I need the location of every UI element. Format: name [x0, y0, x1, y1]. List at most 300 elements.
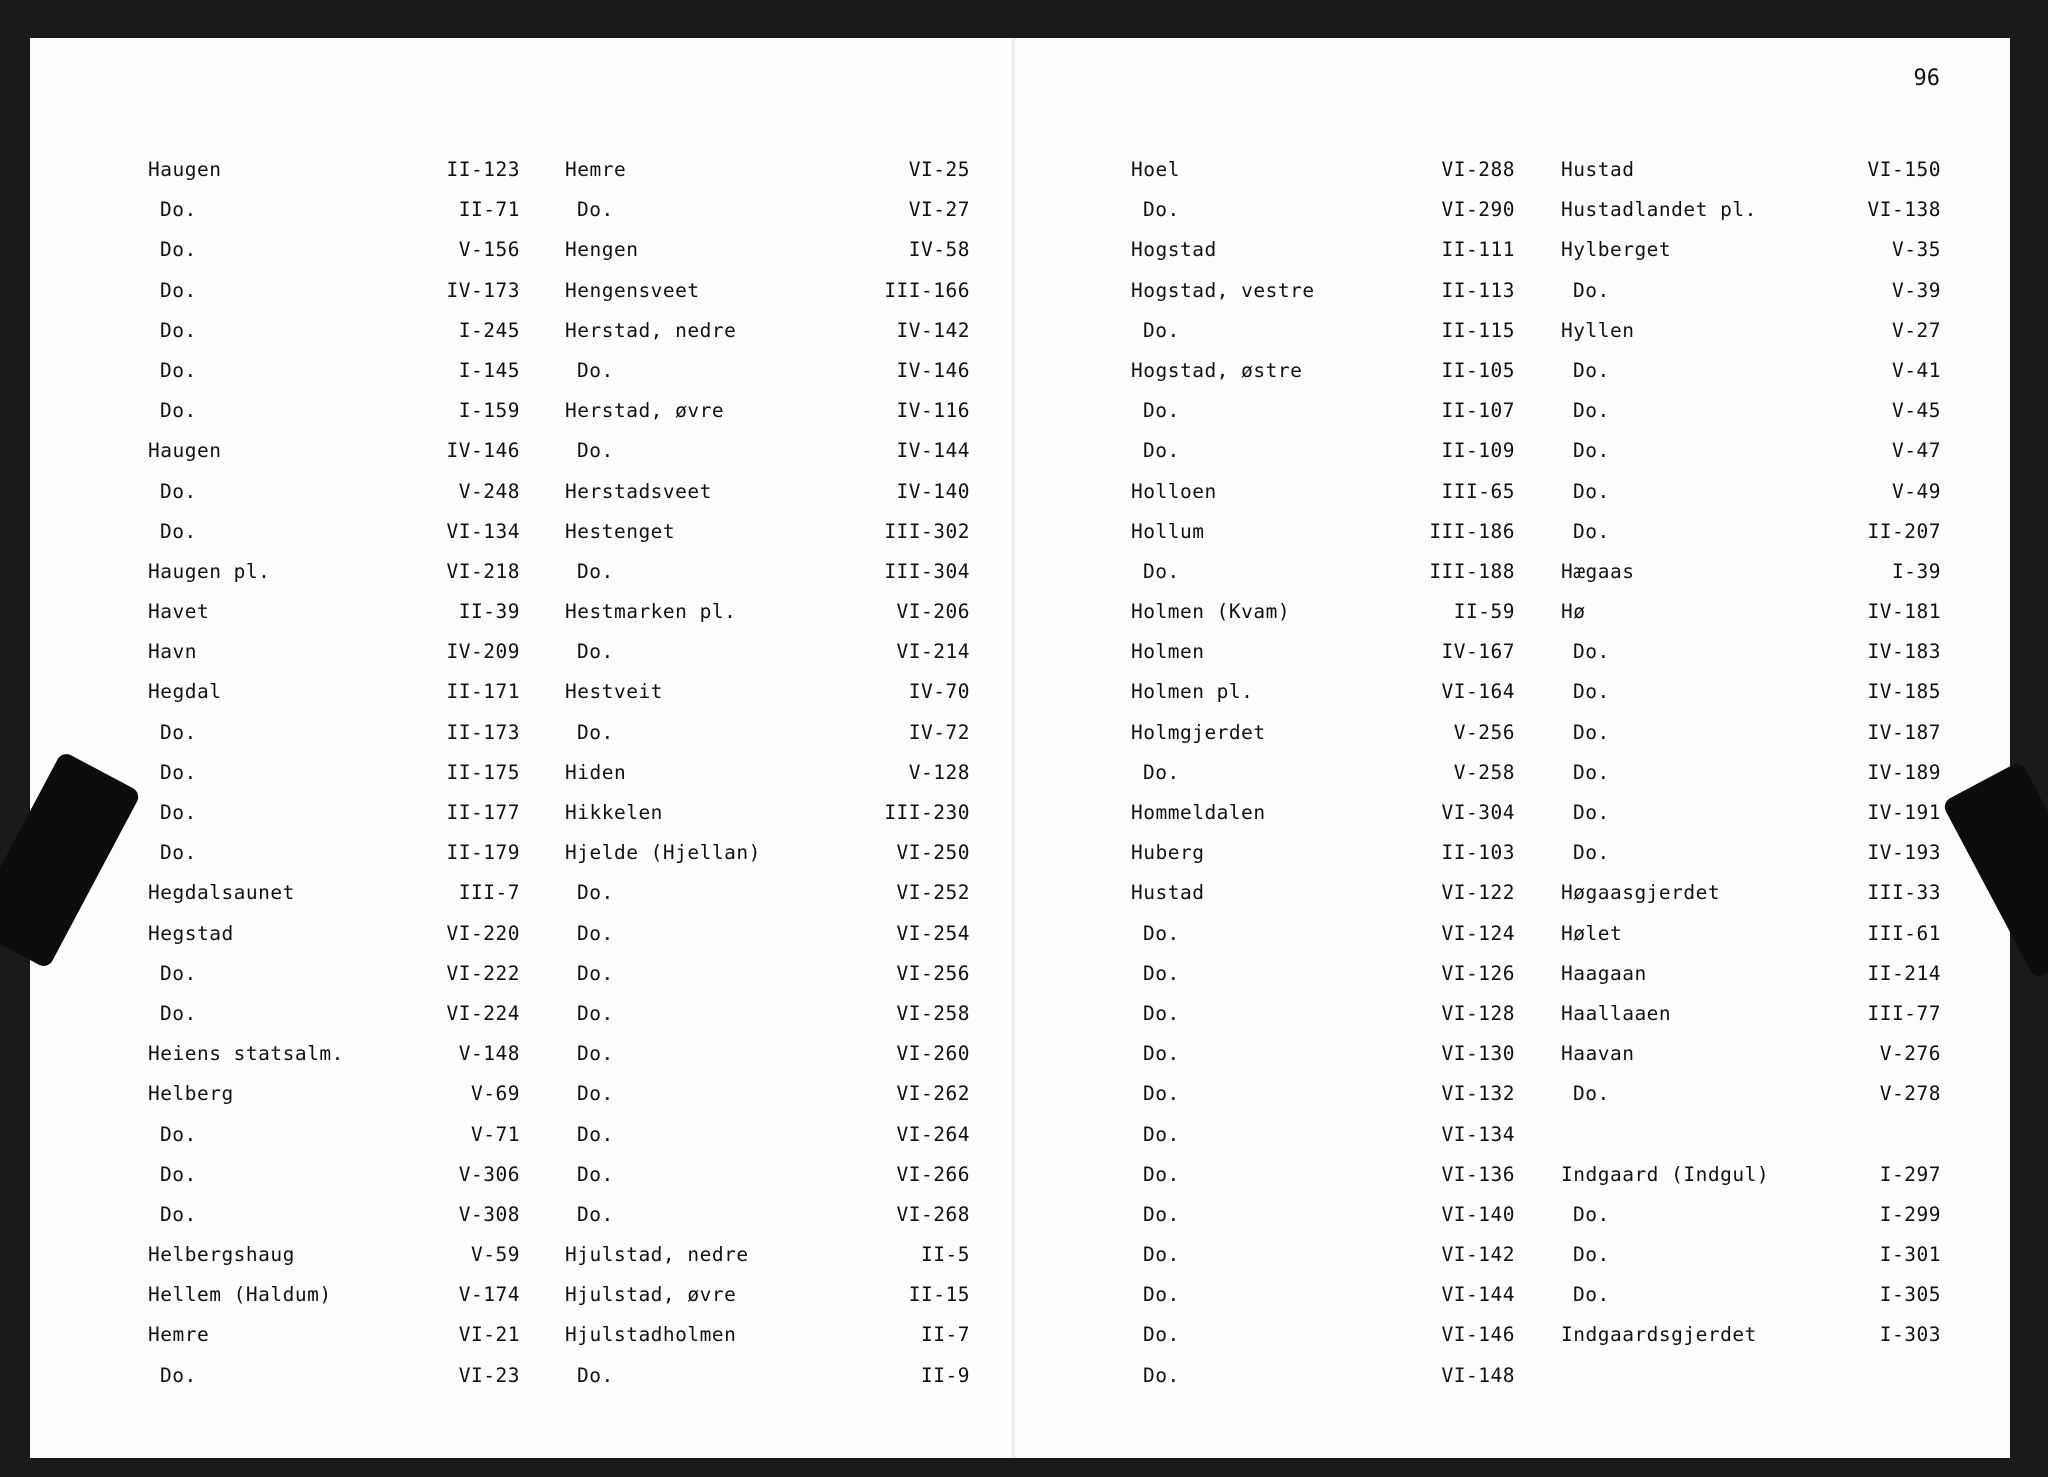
place-name: Hyllen	[1561, 318, 1635, 342]
volume-page-reference: V-276	[1879, 1042, 1941, 1066]
place-name: Do.	[160, 1202, 197, 1226]
index-entry	[1561, 1323, 1941, 1363]
place-name: Do.	[577, 1042, 614, 1066]
volume-page-reference: II-5	[921, 1243, 970, 1267]
place-name: Do.	[1143, 1122, 1180, 1146]
place-name: Do.	[1143, 1363, 1180, 1387]
volume-page-reference: VI-256	[896, 961, 970, 985]
index-entry	[1131, 560, 1515, 600]
page-number: 96	[1913, 66, 1940, 91]
place-name: Do.	[577, 1001, 614, 1025]
place-name: Høgaasgjerdet	[1561, 881, 1721, 905]
index-entry	[1561, 1163, 1941, 1203]
place-name: Hølet	[1561, 921, 1623, 945]
place-name: Do.	[1143, 1001, 1180, 1025]
volume-page-reference: II-214	[1867, 961, 1941, 985]
place-name: Do.	[1143, 1042, 1180, 1066]
place-name: Hestenget	[565, 519, 676, 543]
index-entry	[565, 962, 970, 1002]
index-entry	[148, 319, 520, 359]
volume-page-reference: IV-146	[896, 358, 970, 382]
volume-page-reference: VI-218	[446, 559, 520, 583]
volume-page-reference: IV-142	[896, 318, 970, 342]
volume-page-reference: IV-185	[1867, 680, 1941, 704]
place-name: Do.	[160, 720, 197, 744]
index-entry	[1561, 721, 1941, 761]
volume-page-reference: II-123	[446, 158, 520, 181]
index-entry	[148, 1364, 520, 1404]
place-name: Hegdalsaunet	[148, 881, 295, 905]
volume-page-reference: II-113	[1441, 278, 1515, 302]
volume-page-reference: VI-140	[1441, 1202, 1515, 1226]
volume-page-reference: III-166	[884, 278, 970, 302]
place-name: Havet	[148, 600, 210, 624]
volume-page-reference: VI-124	[1441, 921, 1515, 945]
volume-page-reference: V-128	[908, 760, 970, 784]
place-name: Do.	[577, 1082, 614, 1106]
index-entry	[565, 359, 970, 399]
place-name: Hegdal	[148, 680, 222, 704]
volume-page-reference: III-186	[1429, 519, 1515, 543]
index-entry	[1131, 881, 1515, 921]
volume-page-reference: V-258	[1453, 760, 1515, 784]
volume-page-reference: II-103	[1441, 841, 1515, 865]
volume-page-reference: VI-128	[1441, 1001, 1515, 1025]
place-name: Do.	[1143, 439, 1180, 463]
index-entry	[565, 158, 970, 198]
place-name: Hustad	[1131, 881, 1205, 905]
place-name: Hiden	[565, 760, 627, 784]
index-entry	[1131, 439, 1515, 479]
place-name: Hø	[1561, 600, 1586, 624]
place-name: Helberg	[148, 1082, 234, 1106]
index-column-3	[1131, 158, 1515, 1404]
volume-page-reference: IV-189	[1867, 760, 1941, 784]
volume-page-reference: VI-146	[1441, 1323, 1515, 1347]
index-entry	[1561, 1203, 1941, 1243]
place-name: Do.	[577, 439, 614, 463]
volume-page-reference: II-179	[446, 841, 520, 865]
place-name: Hjulstad, øvre	[565, 1283, 737, 1307]
index-entry	[565, 1243, 970, 1283]
volume-page-reference: IV-140	[896, 479, 970, 503]
index-entry	[565, 319, 970, 359]
place-name: Do.	[1573, 680, 1610, 704]
volume-page-reference: VI-258	[896, 1001, 970, 1025]
index-entry	[148, 238, 520, 278]
place-name: Do.	[1143, 1202, 1180, 1226]
volume-page-reference: I-159	[458, 399, 520, 423]
volume-page-reference: II-7	[921, 1323, 970, 1347]
place-name: Hægaas	[1561, 559, 1635, 583]
index-entry	[1131, 1283, 1515, 1323]
volume-page-reference: V-39	[1892, 278, 1941, 302]
place-name: Do.	[160, 479, 197, 503]
index-entry	[148, 922, 520, 962]
index-entry	[565, 1323, 970, 1363]
left-page	[30, 38, 1016, 1458]
place-name: Do.	[1573, 1243, 1610, 1267]
index-entry	[1131, 520, 1515, 560]
volume-page-reference: V-49	[1892, 479, 1941, 503]
place-name: Haallaaen	[1561, 1001, 1672, 1025]
place-name: Do.	[577, 961, 614, 985]
volume-page-reference: III-61	[1867, 921, 1941, 945]
index-entry	[148, 359, 520, 399]
index-entry	[565, 439, 970, 479]
place-name: Do.	[577, 198, 614, 222]
volume-page-reference: I-305	[1879, 1283, 1941, 1307]
volume-page-reference: IV-173	[446, 278, 520, 302]
index-entry	[565, 881, 970, 921]
place-name: Do.	[1573, 841, 1610, 865]
index-entry	[148, 198, 520, 238]
place-name: Do.	[1573, 720, 1610, 744]
place-name: Hogstad, vestre	[1131, 278, 1315, 302]
index-entry	[1131, 279, 1515, 319]
index-entry	[565, 1283, 970, 1323]
volume-page-reference: II-71	[458, 198, 520, 222]
volume-page-reference: VI-138	[1867, 198, 1941, 222]
volume-page-reference: V-256	[1453, 720, 1515, 744]
index-entry	[1561, 359, 1941, 399]
place-name: Hemre	[565, 158, 627, 181]
index-entry	[148, 801, 520, 841]
volume-page-reference: VI-264	[896, 1122, 970, 1146]
index-entry	[1561, 881, 1941, 921]
place-name: Do.	[1573, 640, 1610, 664]
index-entry	[1561, 238, 1941, 278]
volume-page-reference: IV-191	[1867, 801, 1941, 824]
index-entry	[1561, 439, 1941, 479]
index-entry	[1561, 198, 1941, 238]
place-name: Holmen	[1131, 640, 1205, 664]
place-name: Hustadlandet pl.	[1561, 198, 1757, 222]
index-entry	[565, 1002, 970, 1042]
volume-page-reference: II-9	[921, 1363, 970, 1387]
place-name: Do.	[1573, 1283, 1610, 1307]
place-name: Do.	[577, 921, 614, 945]
index-entry	[565, 279, 970, 319]
volume-page-reference: V-45	[1892, 399, 1941, 423]
index-entry	[565, 520, 970, 560]
volume-page-reference: I-245	[458, 318, 520, 342]
open-ledger-book	[30, 38, 2010, 1458]
volume-page-reference: III-33	[1867, 881, 1941, 905]
index-entry	[148, 1123, 520, 1163]
volume-page-reference: V-174	[458, 1283, 520, 1307]
place-name: Do.	[1573, 358, 1610, 382]
place-name: Hellem (Haldum)	[148, 1283, 332, 1307]
index-entry	[148, 1163, 520, 1203]
place-name: Herstadsveet	[565, 479, 712, 503]
volume-page-reference: V-148	[458, 1042, 520, 1066]
index-column-4	[1561, 158, 1941, 1364]
volume-page-reference: III-65	[1441, 479, 1515, 503]
volume-page-reference: IV-181	[1867, 600, 1941, 624]
index-entry	[565, 680, 970, 720]
place-name: Do.	[160, 519, 197, 543]
index-entry	[1131, 1163, 1515, 1203]
index-entry	[148, 680, 520, 720]
place-name: Haavan	[1561, 1042, 1635, 1066]
index-entry	[1131, 1203, 1515, 1243]
index-entry	[1131, 198, 1515, 238]
volume-page-reference: VI-220	[446, 921, 520, 945]
volume-page-reference: V-47	[1892, 439, 1941, 463]
place-name: Haugen pl.	[148, 559, 271, 583]
volume-page-reference: VI-25	[908, 158, 970, 181]
index-entry	[1131, 841, 1515, 881]
place-name: Hjulstadholmen	[565, 1323, 737, 1347]
index-entry	[1561, 1123, 1941, 1163]
place-name: Do.	[577, 1162, 614, 1186]
volume-page-reference: VI-224	[446, 1001, 520, 1025]
place-name: Herstad, nedre	[565, 318, 737, 342]
volume-page-reference: IV-187	[1867, 720, 1941, 744]
place-name: Do.	[160, 278, 197, 302]
index-entry	[565, 801, 970, 841]
index-entry	[565, 841, 970, 881]
volume-page-reference: IV-193	[1867, 841, 1941, 865]
volume-page-reference: VI-252	[896, 881, 970, 905]
index-entry	[148, 480, 520, 520]
volume-page-reference: VI-134	[1441, 1122, 1515, 1146]
index-entry	[148, 962, 520, 1002]
place-name: Do.	[1143, 399, 1180, 423]
place-name: Huberg	[1131, 841, 1205, 865]
volume-page-reference: II-171	[446, 680, 520, 704]
volume-page-reference: IV-183	[1867, 640, 1941, 664]
volume-page-reference: VI-268	[896, 1202, 970, 1226]
index-entry	[1131, 238, 1515, 278]
place-name: Hylberget	[1561, 238, 1672, 262]
volume-page-reference: VI-23	[458, 1363, 520, 1387]
index-column-2	[565, 158, 970, 1404]
index-entry	[1561, 640, 1941, 680]
place-name: Hemre	[148, 1323, 210, 1347]
index-entry	[1131, 1323, 1515, 1363]
place-name: Havn	[148, 640, 197, 664]
place-name: Do.	[1143, 1243, 1180, 1267]
volume-page-reference: IV-209	[446, 640, 520, 664]
volume-page-reference: II-39	[458, 600, 520, 624]
index-entry	[148, 1283, 520, 1323]
volume-page-reference: III-7	[458, 881, 520, 905]
place-name: Do.	[160, 238, 197, 262]
volume-page-reference: I-301	[1879, 1243, 1941, 1267]
volume-page-reference: VI-144	[1441, 1283, 1515, 1307]
volume-page-reference: VI-250	[896, 841, 970, 865]
place-name: Do.	[1143, 1082, 1180, 1106]
index-entry	[1131, 640, 1515, 680]
index-entry	[1561, 1082, 1941, 1122]
volume-page-reference: VI-288	[1441, 158, 1515, 181]
place-name: Hoel	[1131, 158, 1180, 181]
index-entry	[1561, 1002, 1941, 1042]
volume-page-reference: II-115	[1441, 318, 1515, 342]
place-name: Indgaardsgjerdet	[1561, 1323, 1757, 1347]
index-entry	[1131, 158, 1515, 198]
place-name: Hikkelen	[565, 801, 663, 824]
index-entry	[148, 1243, 520, 1283]
place-name: Hogstad	[1131, 238, 1217, 262]
index-entry	[148, 640, 520, 680]
place-name: Do.	[1143, 318, 1180, 342]
index-entry	[148, 279, 520, 319]
volume-page-reference: VI-290	[1441, 198, 1515, 222]
index-entry	[148, 520, 520, 560]
place-name: Do.	[1143, 1323, 1180, 1347]
place-name: Do.	[1143, 760, 1180, 784]
place-name: Hengensveet	[565, 278, 700, 302]
index-entry	[1561, 480, 1941, 520]
place-name: Hegstad	[148, 921, 234, 945]
index-entry	[148, 399, 520, 439]
place-name: Do.	[577, 358, 614, 382]
volume-page-reference: I-145	[458, 358, 520, 382]
index-entry	[148, 1323, 520, 1363]
index-entry	[1561, 680, 1941, 720]
place-name: Hestveit	[565, 680, 663, 704]
place-name: Do.	[1573, 479, 1610, 503]
volume-page-reference: VI-126	[1441, 961, 1515, 985]
volume-page-reference: IV-58	[908, 238, 970, 262]
volume-page-reference: VI-150	[1867, 158, 1941, 181]
place-name: Do.	[577, 1363, 614, 1387]
index-entry	[1561, 1042, 1941, 1082]
index-entry	[565, 198, 970, 238]
index-entry	[1131, 680, 1515, 720]
place-name: Do.	[160, 358, 197, 382]
place-name: Do.	[160, 841, 197, 865]
volume-page-reference: VI-266	[896, 1162, 970, 1186]
place-name: Do.	[1143, 961, 1180, 985]
place-name: Holmgjerdet	[1131, 720, 1266, 744]
place-name: Do.	[1573, 439, 1610, 463]
place-name: Hollum	[1131, 519, 1205, 543]
volume-page-reference: II-175	[446, 760, 520, 784]
volume-page-reference: II-105	[1441, 358, 1515, 382]
index-entry	[1561, 520, 1941, 560]
place-name: Hustad	[1561, 158, 1635, 181]
volume-page-reference: VI-134	[446, 519, 520, 543]
place-name: Do.	[160, 198, 197, 222]
index-entry	[1561, 801, 1941, 841]
index-entry	[1131, 399, 1515, 439]
place-name: Holloen	[1131, 479, 1217, 503]
volume-page-reference: II-15	[908, 1283, 970, 1307]
place-name: Do.	[1573, 801, 1610, 824]
index-entry	[1131, 801, 1515, 841]
volume-page-reference: VI-206	[896, 600, 970, 624]
volume-page-reference: I-297	[1879, 1162, 1941, 1186]
volume-page-reference: I-39	[1892, 559, 1941, 583]
place-name: Do.	[160, 1162, 197, 1186]
index-entry	[565, 721, 970, 761]
volume-page-reference: II-177	[446, 801, 520, 824]
place-name: Helbergshaug	[148, 1243, 295, 1267]
volume-page-reference: VI-262	[896, 1082, 970, 1106]
place-name: Haugen	[148, 439, 222, 463]
volume-page-reference: V-41	[1892, 358, 1941, 382]
volume-page-reference: V-248	[458, 479, 520, 503]
volume-page-reference: VI-142	[1441, 1243, 1515, 1267]
volume-page-reference: III-188	[1429, 559, 1515, 583]
index-entry	[1131, 962, 1515, 1002]
place-name: Do.	[1143, 1162, 1180, 1186]
index-entry	[565, 1203, 970, 1243]
volume-page-reference: V-69	[471, 1082, 520, 1106]
volume-page-reference: I-299	[1879, 1202, 1941, 1226]
volume-page-reference: VI-222	[446, 961, 520, 985]
volume-page-reference: II-107	[1441, 399, 1515, 423]
place-name: Herstad, øvre	[565, 399, 725, 423]
volume-page-reference: IV-116	[896, 399, 970, 423]
index-entry	[565, 922, 970, 962]
volume-page-reference: V-35	[1892, 238, 1941, 262]
index-entry	[565, 399, 970, 439]
place-name: Holmen pl.	[1131, 680, 1254, 704]
volume-page-reference: VI-214	[896, 640, 970, 664]
place-name: Do.	[160, 1122, 197, 1146]
place-name: Do.	[160, 961, 197, 985]
place-name: Do.	[577, 640, 614, 664]
volume-page-reference: V-278	[1879, 1082, 1941, 1106]
place-name: Haagaan	[1561, 961, 1647, 985]
index-entry	[148, 600, 520, 640]
index-entry	[1561, 1243, 1941, 1283]
volume-page-reference: II-59	[1453, 600, 1515, 624]
volume-page-reference: VI-132	[1441, 1082, 1515, 1106]
index-entry	[565, 238, 970, 278]
place-name: Do.	[1573, 519, 1610, 543]
volume-page-reference: V-306	[458, 1162, 520, 1186]
volume-page-reference: IV-146	[446, 439, 520, 463]
place-name: Hjelde (Hjellan)	[565, 841, 761, 865]
index-entry	[1131, 600, 1515, 640]
index-entry	[565, 1163, 970, 1203]
volume-page-reference: V-156	[458, 238, 520, 262]
index-entry	[148, 1042, 520, 1082]
volume-page-reference: VI-164	[1441, 680, 1515, 704]
index-entry	[1131, 1042, 1515, 1082]
place-name: Hjulstad, nedre	[565, 1243, 749, 1267]
place-name: Do.	[160, 318, 197, 342]
index-entry	[148, 881, 520, 921]
volume-page-reference: II-173	[446, 720, 520, 744]
place-name: Heiens statsalm.	[148, 1042, 344, 1066]
volume-page-reference: III-304	[884, 559, 970, 583]
volume-page-reference: VI-304	[1441, 801, 1515, 824]
place-name: Haugen	[148, 158, 222, 181]
volume-page-reference: IV-167	[1441, 640, 1515, 664]
volume-page-reference: III-302	[884, 519, 970, 543]
place-name: Do.	[577, 1202, 614, 1226]
place-name: Do.	[160, 1363, 197, 1387]
index-entry	[565, 600, 970, 640]
place-name: Do.	[577, 1122, 614, 1146]
index-entry	[565, 1042, 970, 1082]
index-entry	[1131, 1123, 1515, 1163]
place-name: Do.	[1573, 399, 1610, 423]
index-entry	[1561, 560, 1941, 600]
place-name: Do.	[577, 720, 614, 744]
place-name: Do.	[577, 881, 614, 905]
index-entry	[148, 439, 520, 479]
place-name: Do.	[160, 760, 197, 784]
index-entry	[1131, 761, 1515, 801]
